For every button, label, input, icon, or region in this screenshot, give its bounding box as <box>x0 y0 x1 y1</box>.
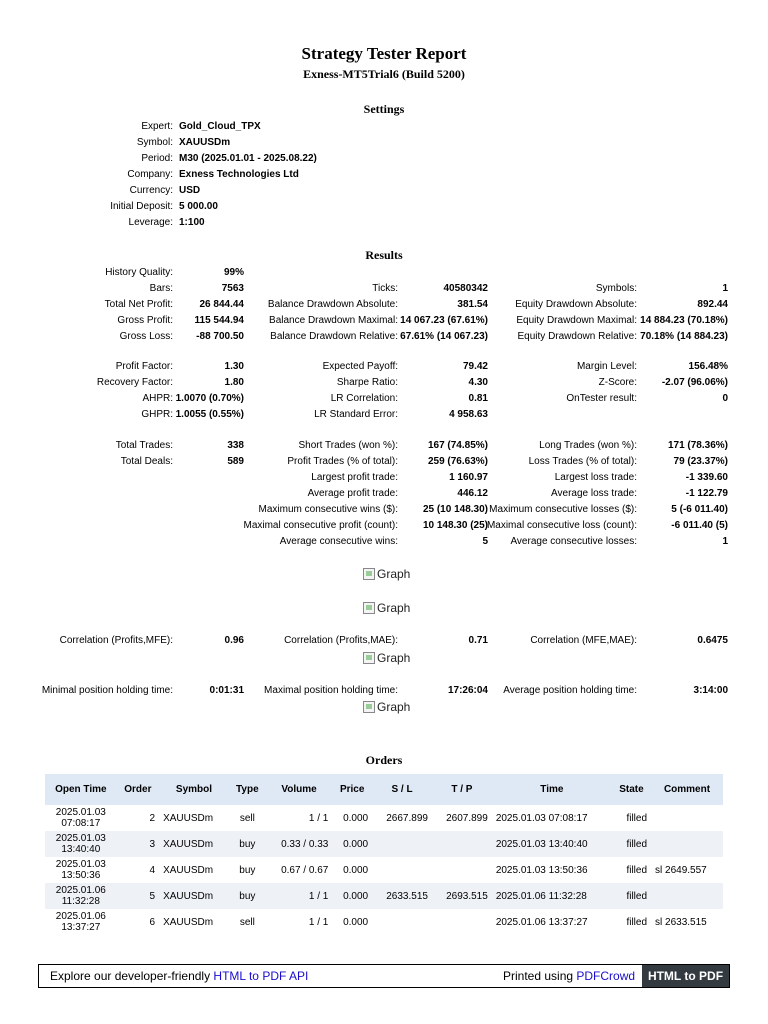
open-date: 2025.01.06 <box>55 885 106 896</box>
comment-cell: sl 2633.515 <box>655 916 707 928</box>
table-row <box>45 857 723 883</box>
settings-value: 5 000.00 <box>179 201 218 212</box>
stat-value: 167 (74.85%) <box>427 440 488 451</box>
type-cell: buy <box>239 864 256 876</box>
stat-value: 1.80 <box>224 377 244 388</box>
stat-label: OnTester result: <box>566 393 637 404</box>
symbol-cell: XAUUSDm <box>163 812 214 824</box>
results-row <box>0 455 768 471</box>
orders-heading: Orders <box>365 753 403 767</box>
stat-value: 79 (23.37%) <box>673 456 728 467</box>
stat-label: Gross Loss: <box>119 331 173 342</box>
stat-value: 0 <box>722 393 728 404</box>
settings-value: XAUUSDm <box>179 137 231 148</box>
time-cell: 2025.01.06 13:37:27 <box>495 916 588 928</box>
settings-row <box>0 201 768 217</box>
open-date: 2025.01.03 <box>55 833 106 844</box>
graph-image-2 <box>363 601 410 615</box>
stat-value: 171 (78.36%) <box>667 440 728 451</box>
stat-value: -1 122.79 <box>685 488 728 499</box>
settings-heading: Settings <box>363 102 405 116</box>
graph-alt-text: Graph <box>377 700 411 714</box>
order-cell: 3 <box>117 831 159 857</box>
settings-row <box>0 185 768 201</box>
stat-value: -1 339.60 <box>685 472 728 483</box>
broken-image-icon <box>363 701 375 713</box>
state-cell: filled <box>612 831 651 857</box>
results-row <box>0 519 768 535</box>
stat-value: 589 <box>227 456 244 467</box>
stat-value: 381.54 <box>457 299 488 310</box>
price-cell: 0.000 <box>343 916 369 928</box>
volume-cell: 0.67 / 0.67 <box>281 864 329 876</box>
price-cell: 0.000 <box>343 864 369 876</box>
stat-label: Bars: <box>149 283 173 294</box>
type-cell: buy <box>229 883 266 909</box>
table-row <box>45 831 723 857</box>
stat-value: 0.81 <box>468 393 488 404</box>
stat-value: 1 <box>722 283 728 294</box>
stat-label: AHPR: <box>142 393 173 404</box>
stat-value: 259 (76.63%) <box>427 456 488 467</box>
results-row <box>0 408 768 424</box>
results-row <box>0 298 768 314</box>
stat-value: 25 (10 148.30) <box>422 504 488 515</box>
table-row <box>45 883 723 909</box>
settings-row <box>0 217 768 233</box>
order-cell: 4 <box>149 864 156 876</box>
settings-label: Symbol: <box>136 137 173 148</box>
volume-cell: 1 / 1 <box>308 812 329 824</box>
stat-label: Correlation (MFE,MAE): <box>530 635 637 646</box>
stat-label: Total Deals: <box>120 456 173 467</box>
time-cell: 2025.01.03 13:40:40 <box>492 831 612 857</box>
stat-label: Sharpe Ratio: <box>336 377 398 388</box>
footer-mid-text: Printed using <box>503 969 577 983</box>
results-row <box>0 392 768 408</box>
stat-label: Equity Drawdown Relative: <box>517 331 637 342</box>
sl-cell: 2667.899 <box>386 812 428 824</box>
footer-middle <box>503 969 635 983</box>
results-row <box>0 503 768 519</box>
graph-image-3 <box>363 651 410 665</box>
stat-value: 1.30 <box>224 361 244 372</box>
settings-row <box>0 137 768 153</box>
results-row <box>0 471 768 487</box>
stat-value: 0:01:31 <box>209 685 244 696</box>
results-row <box>0 266 768 282</box>
open-time: 11:32:28 <box>61 896 100 907</box>
results-row <box>0 360 768 376</box>
stat-value: 67.61% (14 067.23) <box>400 331 488 342</box>
broken-image-icon <box>363 602 375 614</box>
open-time: 13:50:36 <box>61 870 101 881</box>
order-cell: 5 <box>117 883 159 909</box>
stat-label: Balance Drawdown Relative: <box>270 331 398 342</box>
stat-value: 446.12 <box>457 488 488 499</box>
open-time-cell <box>45 805 117 831</box>
results-row <box>0 314 768 330</box>
broken-image-icon <box>363 568 375 580</box>
stat-label: Symbols: <box>595 283 637 294</box>
price-cell: 0.000 <box>343 812 369 824</box>
stat-label: LR Correlation: <box>330 393 398 404</box>
stat-value: 1 160.97 <box>449 472 488 483</box>
tp-cell <box>432 857 492 883</box>
stat-value: 17:26:04 <box>447 685 488 696</box>
tp-cell: 2693.515 <box>432 883 492 909</box>
order-cell: 6 <box>149 916 156 928</box>
stat-label: Equity Drawdown Absolute: <box>515 299 637 310</box>
open-time-cell <box>45 909 117 935</box>
type-cell: buy <box>229 831 266 857</box>
stat-label: Average consecutive losses: <box>510 536 637 547</box>
results-row <box>0 439 768 455</box>
settings-label: Initial Deposit: <box>110 201 173 212</box>
stat-label: Profit Trades (% of total): <box>287 456 398 467</box>
stat-label: Largest loss trade: <box>554 472 637 483</box>
stat-label: Total Trades: <box>115 440 173 451</box>
stat-label: Ticks: <box>372 283 398 294</box>
stat-label: Loss Trades (% of total): <box>528 456 637 467</box>
results-row <box>0 330 768 346</box>
type-cell: sell <box>239 916 255 928</box>
graph-alt-text: Graph <box>377 567 411 581</box>
column-header: Symbol <box>159 774 229 805</box>
settings-label: Period: <box>141 153 173 164</box>
stat-value: -6 011.40 (5) <box>671 520 728 531</box>
stat-label: Maximum consecutive wins ($): <box>258 504 398 515</box>
settings-row <box>0 169 768 185</box>
sl-cell <box>372 831 432 857</box>
symbol-cell: XAUUSDm <box>159 831 229 857</box>
stat-label: Total Net Profit: <box>104 299 173 310</box>
column-header: Time <box>492 774 612 805</box>
results-row <box>0 487 768 503</box>
holding-time-row <box>0 684 768 700</box>
stat-label: Balance Drawdown Maximal: <box>269 315 398 326</box>
report-title: Strategy Tester Report <box>301 44 467 63</box>
stat-label: Gross Profit: <box>117 315 173 326</box>
price-cell: 0.000 <box>332 831 372 857</box>
column-header: Open Time <box>45 774 117 805</box>
stat-label: Z-Score: <box>598 377 637 388</box>
stat-value: 1 <box>722 536 728 547</box>
stat-label: Equity Drawdown Maximal: <box>516 315 637 326</box>
stat-value: 1.0055 (0.55%) <box>175 409 244 420</box>
stat-value: 26 844.44 <box>199 299 244 310</box>
column-header: Order <box>117 774 159 805</box>
symbol-cell: XAUUSDm <box>163 916 214 928</box>
tp-cell <box>432 831 492 857</box>
stat-value: 0.96 <box>224 635 244 646</box>
price-cell: 0.000 <box>332 883 372 909</box>
stat-label: Profit Factor: <box>115 361 173 372</box>
volume-cell: 0.33 / 0.33 <box>266 831 333 857</box>
comment-cell <box>651 831 723 857</box>
settings-label: Leverage: <box>128 217 173 228</box>
column-header: Volume <box>266 774 333 805</box>
stat-value: 14 067.23 (67.61%) <box>400 315 488 326</box>
open-time: 07:08:17 <box>61 818 101 829</box>
stat-value: 7563 <box>221 283 244 294</box>
comment-cell <box>651 883 723 909</box>
order-cell: 2 <box>149 812 156 824</box>
settings-label: Currency: <box>129 185 173 196</box>
stat-label: Correlation (Profits,MAE): <box>284 635 398 646</box>
stat-value: 99% <box>223 267 244 278</box>
state-cell: filled <box>626 812 648 824</box>
broken-image-icon <box>363 652 375 664</box>
stat-value: 4.30 <box>468 377 488 388</box>
stat-label: Recovery Factor: <box>96 377 173 388</box>
comment-cell <box>651 805 723 831</box>
time-cell: 2025.01.03 13:50:36 <box>495 864 588 876</box>
open-time-cell <box>45 857 117 883</box>
stat-value: 79.42 <box>462 361 488 372</box>
stat-value: 338 <box>227 440 244 451</box>
column-header: S / L <box>372 774 432 805</box>
footer-left <box>50 969 308 983</box>
settings-value: 1:100 <box>179 217 205 228</box>
table-row <box>45 805 723 831</box>
volume-cell: 1 / 1 <box>266 883 333 909</box>
column-header: Type <box>229 774 266 805</box>
tp-cell: 2607.899 <box>446 812 488 824</box>
stat-label: LR Standard Error: <box>314 409 398 420</box>
stat-label: Maximal consecutive loss (count): <box>486 520 637 531</box>
stat-label: Average loss trade: <box>551 488 637 499</box>
html-to-pdf-api-link[interactable]: HTML to PDF API <box>213 969 309 983</box>
settings-value: USD <box>179 185 201 196</box>
stat-label: Minimal position holding time: <box>41 685 173 696</box>
stat-label: Maximum consecutive losses ($): <box>489 504 637 515</box>
open-date: 2025.01.03 <box>55 807 106 818</box>
stat-label: Maximal consecutive profit (count): <box>243 520 398 531</box>
report-subtitle: Exness-MT5Trial6 (Build 5200) <box>303 67 465 81</box>
html-to-pdf-button[interactable]: HTML to PDF <box>642 965 729 987</box>
settings-value: M30 (2025.01.01 - 2025.08.22) <box>179 153 317 164</box>
column-header: Price <box>332 774 372 805</box>
stat-value: 5 (-6 011.40) <box>671 504 728 515</box>
table-header-row <box>45 774 723 805</box>
open-time: 13:37:27 <box>61 922 101 933</box>
stat-label: Margin Level: <box>576 361 637 372</box>
sl-cell <box>372 857 432 883</box>
stat-value: 0.6475 <box>697 635 728 646</box>
time-cell: 2025.01.03 07:08:17 <box>495 812 588 824</box>
symbol-cell: XAUUSDm <box>163 864 214 876</box>
stat-value: 70.18% (14 884.23) <box>640 331 728 342</box>
settings-row <box>0 121 768 137</box>
graph-alt-text: Graph <box>377 651 411 665</box>
symbol-cell: XAUUSDm <box>159 883 229 909</box>
stat-value: 115 544.94 <box>194 315 244 326</box>
open-time: 13:40:40 <box>61 844 101 855</box>
pdfcrowd-footer <box>38 964 730 988</box>
results-heading: Results <box>365 248 403 262</box>
graph-alt-text: Graph <box>377 601 411 615</box>
stat-value: 892.44 <box>697 299 728 310</box>
stat-label: Average profit trade: <box>307 488 398 499</box>
settings-label: Company: <box>127 169 173 180</box>
stat-label: Average consecutive wins: <box>279 536 398 547</box>
sl-cell <box>372 909 432 935</box>
stat-label: Maximal position holding time: <box>264 685 398 696</box>
time-cell: 2025.01.06 11:32:28 <box>492 883 612 909</box>
stat-label: Short Trades (won %): <box>298 440 398 451</box>
open-date: 2025.01.06 <box>55 911 106 922</box>
column-header: Comment <box>651 774 723 805</box>
open-time-cell <box>45 883 117 909</box>
graph-image-1 <box>363 567 410 581</box>
stat-label: Largest profit trade: <box>311 472 398 483</box>
results-row <box>0 535 768 551</box>
stat-value: 5 <box>482 536 488 547</box>
stat-label: Average position holding time: <box>503 685 637 696</box>
settings-label: Expert: <box>141 121 173 132</box>
sl-cell: 2633.515 <box>372 883 432 909</box>
stat-value: 4 958.63 <box>449 409 488 420</box>
stat-label: Expected Payoff: <box>322 361 398 372</box>
open-time-cell <box>45 831 117 857</box>
stat-label: Correlation (Profits,MFE): <box>59 635 173 646</box>
stat-label: Balance Drawdown Absolute: <box>267 299 398 310</box>
type-cell: sell <box>239 812 255 824</box>
comment-cell: sl 2649.557 <box>655 864 707 876</box>
tp-cell <box>432 909 492 935</box>
orders-table <box>45 774 723 935</box>
stat-value: 1.0070 (0.70%) <box>175 393 244 404</box>
stat-value: 0.71 <box>468 635 488 646</box>
graph-image-4 <box>363 700 410 714</box>
column-header: T / P <box>432 774 492 805</box>
results-row <box>0 282 768 298</box>
stat-value: 3:14:00 <box>693 685 728 696</box>
volume-cell: 1 / 1 <box>308 916 329 928</box>
stat-value: 14 884.23 (70.18%) <box>640 315 728 326</box>
stat-value: 156.48% <box>688 361 728 372</box>
results-row <box>0 376 768 392</box>
pdfcrowd-link[interactable]: PDFCrowd <box>576 969 636 983</box>
settings-value: Exness Technologies Ltd <box>179 169 299 180</box>
settings-value: Gold_Cloud_TPX <box>179 121 261 132</box>
state-cell: filled <box>626 916 648 928</box>
stat-label: Long Trades (won %): <box>539 440 637 451</box>
open-date: 2025.01.03 <box>55 859 106 870</box>
state-cell: filled <box>626 864 648 876</box>
stat-value: 40580342 <box>443 283 488 294</box>
correlation-row <box>0 634 768 650</box>
stat-value: -88 700.50 <box>196 331 244 342</box>
stat-value: 10 148.30 (25) <box>422 520 488 531</box>
stat-label: History Quality: <box>105 267 173 278</box>
footer-left-text: Explore our developer-friendly <box>50 969 214 983</box>
table-row <box>45 909 723 935</box>
stat-value: -2.07 (96.06%) <box>661 377 728 388</box>
stat-label: GHPR: <box>141 409 173 420</box>
state-cell: filled <box>612 883 651 909</box>
settings-row <box>0 153 768 169</box>
column-header: State <box>612 774 651 805</box>
